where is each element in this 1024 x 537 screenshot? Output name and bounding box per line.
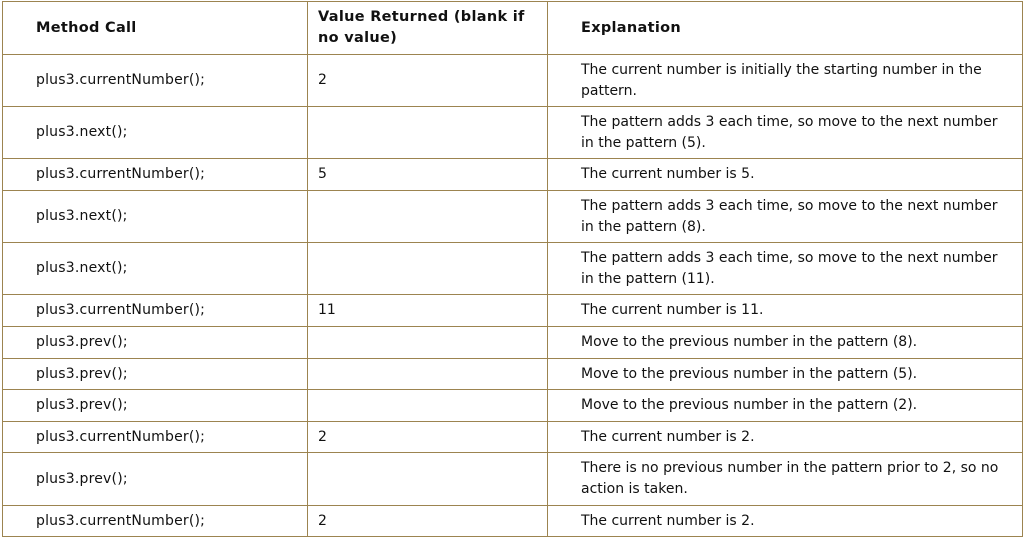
- table-row: [3, 359, 1023, 390]
- table-row: [3, 390, 1023, 422]
- method-call-cell: plus3.next();: [3, 191, 308, 243]
- method-call-cell: plus3.prev();: [3, 327, 308, 359]
- explanation-cell: The current number is 11.: [548, 295, 1023, 327]
- value-returned-cell: 11: [308, 295, 548, 327]
- explanation-cell: The current number is initially the starting number in the pattern.: [548, 55, 1023, 107]
- header-row: [3, 2, 1023, 55]
- value-returned-cell: [308, 191, 548, 243]
- header-method-call: Method Call: [3, 2, 308, 55]
- table-row: [3, 453, 1023, 506]
- table-row: [3, 295, 1023, 327]
- table-row: [3, 506, 1023, 537]
- header-explanation: Explanation: [548, 2, 1023, 55]
- explanation-cell: Move to the previous number in the pattern (8).: [548, 327, 1023, 359]
- method-call-cell: plus3.prev();: [3, 359, 308, 390]
- explanation-cell: The current number is 5.: [548, 159, 1023, 191]
- method-call-cell: plus3.currentNumber();: [3, 506, 308, 537]
- method-call-cell: plus3.next();: [3, 243, 308, 295]
- method-call-cell: plus3.currentNumber();: [3, 159, 308, 191]
- explanation-cell: The current number is 2.: [548, 422, 1023, 453]
- table-row: [3, 191, 1023, 243]
- value-returned-cell: 2: [308, 422, 548, 453]
- explanation-cell: The pattern adds 3 each time, so move to the next number in the pattern (11).: [548, 243, 1023, 295]
- value-returned-cell: [308, 243, 548, 295]
- header-value-returned: Value Returned (blank if no value): [308, 2, 548, 55]
- method-call-cell: plus3.next();: [3, 107, 308, 159]
- explanation-cell: There is no previous number in the pattern prior to 2, so no action is taken.: [548, 453, 1023, 506]
- method-call-table: [2, 1, 1023, 537]
- explanation-cell: The pattern adds 3 each time, so move to the next number in the pattern (8).: [548, 191, 1023, 243]
- value-returned-cell: [308, 453, 548, 506]
- method-call-cell: plus3.currentNumber();: [3, 422, 308, 453]
- method-call-cell: plus3.prev();: [3, 453, 308, 506]
- value-returned-cell: [308, 107, 548, 159]
- value-returned-cell: [308, 390, 548, 422]
- table-row: [3, 243, 1023, 295]
- table-row: [3, 55, 1023, 107]
- value-returned-cell: [308, 359, 548, 390]
- table-row: [3, 159, 1023, 191]
- value-returned-cell: 2: [308, 506, 548, 537]
- value-returned-cell: 5: [308, 159, 548, 191]
- method-call-cell: plus3.currentNumber();: [3, 55, 308, 107]
- explanation-cell: The pattern adds 3 each time, so move to the next number in the pattern (5).: [548, 107, 1023, 159]
- explanation-cell: Move to the previous number in the pattern (2).: [548, 390, 1023, 422]
- table-row: [3, 422, 1023, 453]
- method-call-cell: plus3.currentNumber();: [3, 295, 308, 327]
- explanation-cell: The current number is 2.: [548, 506, 1023, 537]
- value-returned-cell: 2: [308, 55, 548, 107]
- value-returned-cell: [308, 327, 548, 359]
- method-call-cell: plus3.prev();: [3, 390, 308, 422]
- explanation-cell: Move to the previous number in the pattern (5).: [548, 359, 1023, 390]
- table-row: [3, 327, 1023, 359]
- table-row: [3, 107, 1023, 159]
